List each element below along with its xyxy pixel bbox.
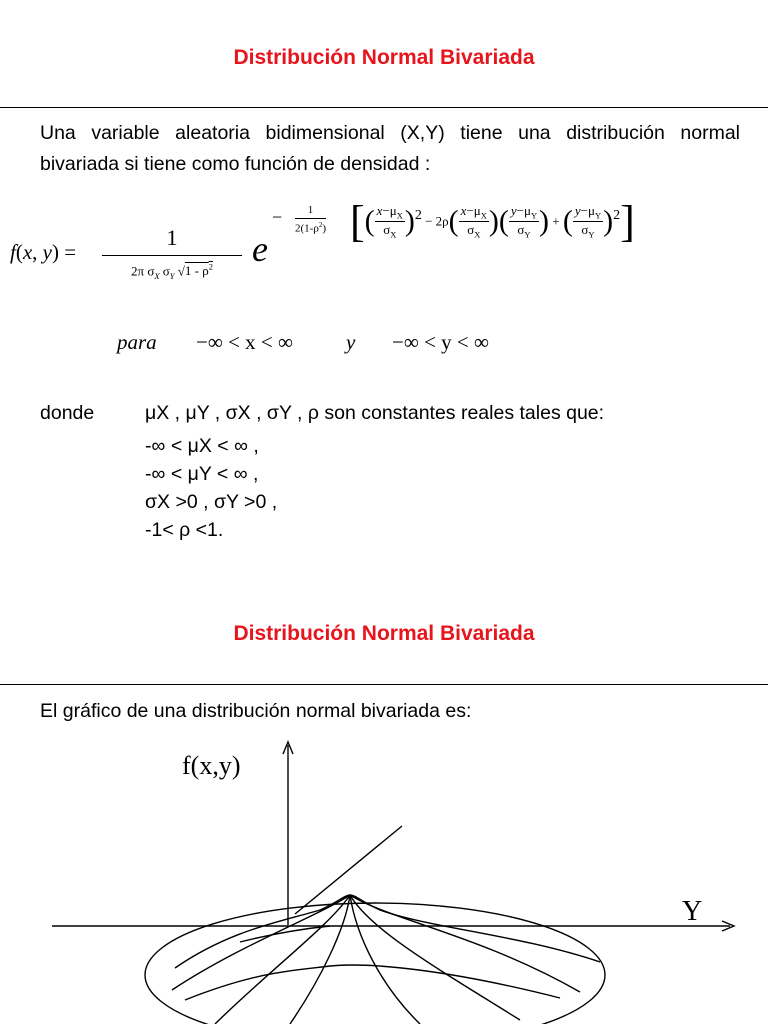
bivariate-surface-diagram: [0, 730, 768, 1024]
condition-sigma: σX >0 , σY >0 ,: [145, 491, 278, 513]
range-y: −∞ < y < ∞: [392, 330, 489, 354]
surface-profile: [175, 895, 600, 968]
constants-line: μX , μY , σX , σY , ρ son constantes reales tales que:: [145, 402, 605, 424]
where-label: donde: [40, 402, 95, 424]
coef-denominator: 2π $\sigma_X$ $\sigma_Y$ $√1 - \rho^2$: [131, 262, 213, 281]
condition-list: [145, 432, 277, 544]
exp-quadratic-form: [( $\frac{x-\mu_X}{\sigma_X}$ )$^2$ − 2ρ( $\frac{x-\mu_X}{\sigma_X}$ )( $\frac{y-\mu_Y}{\sigma_Y}$ ) + ( $\frac{y-\mu_Y}{\sigma_Y}$ )$^2$]: [350, 197, 635, 246]
range-para: para: [117, 330, 157, 354]
coef-numerator: 1: [102, 225, 242, 256]
slide2-title: Distribución Normal Bivariada: [233, 622, 535, 645]
slide1-title: Distribución Normal Bivariada: [233, 46, 535, 69]
slide1-intro: Una variable aleatoria bidimensional (X,Y) tiene una distribución normal bivariada si tiene como función de densidad :: [40, 122, 740, 175]
range-x: −∞ < x < ∞: [196, 330, 293, 354]
z-axis-label: f(x,y): [182, 751, 241, 780]
exp-minus: −: [272, 207, 283, 227]
range-and: y: [346, 330, 356, 354]
surface-base-ellipse: [145, 903, 605, 1024]
slide2-intro: El gráfico de una distribución normal bivariada es:: [40, 700, 472, 722]
slide2-rule: [0, 684, 768, 685]
condition-rho: -1< ρ <1.: [145, 519, 224, 541]
condition-mu-x: -∞ < μX < ∞ ,: [145, 435, 259, 457]
condition-mu-y: -∞ < μY < ∞ ,: [145, 463, 259, 485]
y-axis-label: Y: [682, 896, 703, 927]
slide1-rule: [0, 107, 768, 108]
exp-fraction: 1 $2(1-\rho^2)$: [295, 204, 327, 235]
formula-lhs: f(x, y) =: [10, 240, 77, 264]
exp-base: e: [252, 229, 268, 269]
formula-coefficient: [102, 225, 242, 281]
